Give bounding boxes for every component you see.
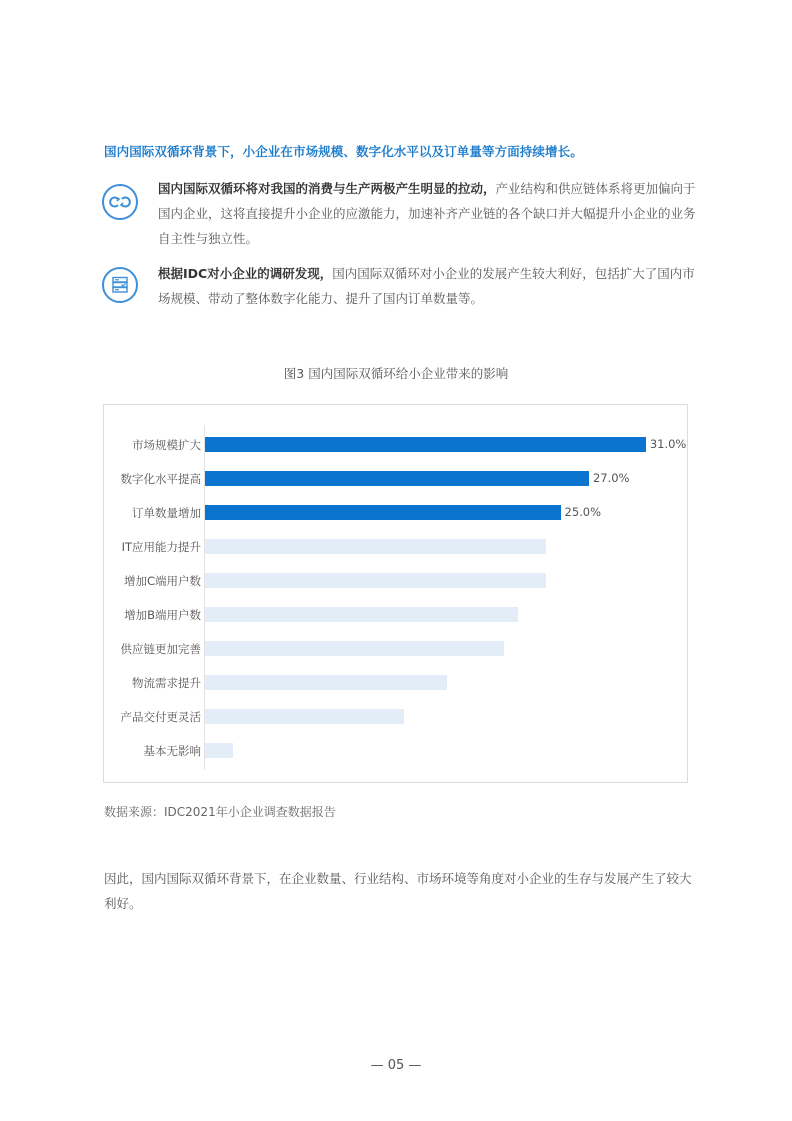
conclusion-paragraph: 因此，国内国际双循环背景下，在企业数量、行业结构、市场环境等角度对小企业的生存与发展产生了较大利好。 [104, 871, 692, 911]
bar-value-label: 27.0% [592, 471, 630, 485]
page-number: — 05 — [370, 1058, 422, 1073]
section-headline: 国内国际双循环背景下，小企业在市场规模、数字化水平以及订单量等方面持续增长。 [104, 144, 583, 159]
bar-chart-frame [103, 404, 688, 783]
bar [205, 437, 646, 452]
bar-category-label: 基本无影响 [143, 744, 201, 758]
bullet-1-body: 产业结构和供应链体系将更加偏向于国内企业，这将直接提升小企业的应激能力，加速补齐产业链的各个缺口并大幅提升小企业的业务自主性与独立性。 [158, 181, 696, 246]
bar-category-label: 订单数量增加 [132, 506, 201, 520]
bar [205, 573, 546, 588]
cycle-loop-icon [102, 184, 138, 220]
bar [205, 539, 546, 554]
bar [205, 675, 447, 690]
bar-category-label: 产品交付更灵活 [120, 710, 201, 724]
bar [205, 709, 404, 724]
bar-category-label: 增加C端用户数 [123, 574, 201, 588]
bullet-2-body: 国内国际双循环对小企业的发展产生较大利好，包括扩大了国内市场规模、带动了整体数字化能力、提升了国内订单数量等。 [158, 266, 695, 306]
bar-category-label: 供应链更加完善 [120, 642, 201, 656]
bar [205, 505, 561, 520]
bullet-2-lead: 根据IDC对小企业的调研发现， [158, 266, 333, 281]
bullet-paragraph-2 [158, 261, 698, 311]
bar-value-label: 25.0% [564, 505, 602, 519]
server-check-icon [102, 267, 138, 303]
bar [205, 743, 233, 758]
figure-title: 图3 国内国际双循环给小企业带来的影响 [283, 366, 509, 381]
bar-category-label: IT应用能力提升 [121, 540, 201, 554]
bar-category-label: 市场规模扩大 [132, 438, 201, 452]
bar [205, 471, 589, 486]
data-source-note: 数据来源：IDC2021年小企业调查数据报告 [104, 805, 336, 819]
bar-category-label: 增加B端用户数 [124, 608, 201, 622]
bar-category-label: 物流需求提升 [132, 676, 201, 690]
bullet-1-lead: 国内国际双循环将对我国的消费与生产两极产生明显的拉动， [158, 181, 496, 196]
bar-category-label: 数字化水平提高 [120, 472, 201, 486]
bar [205, 607, 518, 622]
bar [205, 641, 504, 656]
bar-value-label: 31.0% [649, 437, 687, 451]
bullet-paragraph-1 [158, 176, 698, 251]
